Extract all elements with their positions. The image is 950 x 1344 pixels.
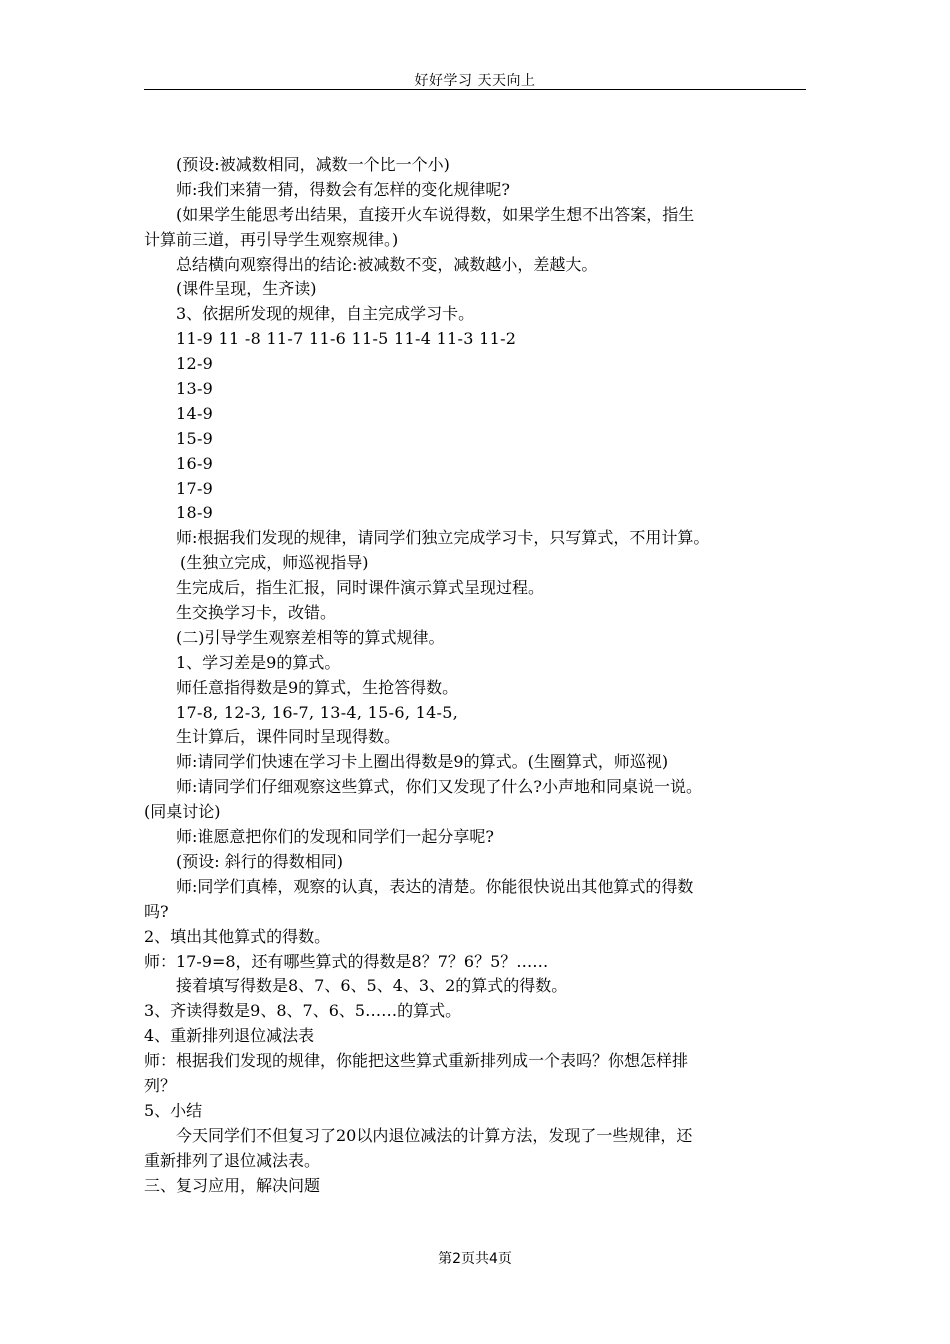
paragraph-line: 师:我们来猜一猜，得数会有怎样的变化规律呢? (176, 179, 510, 199)
paragraph-line: 计算前三道，再引导学生观察规律。) (144, 229, 399, 249)
paragraph-line: 吗? (144, 901, 169, 921)
equation-row: 14-9 (176, 403, 214, 423)
equation-row: 18-9 (176, 503, 214, 523)
equation-row: 15-9 (176, 428, 214, 448)
paragraph-line: (预设: 斜行的得数相同) (176, 851, 343, 871)
paragraph-line: 师：17-9=8，还有哪些算式的得数是8？7？6？5？…… (144, 951, 549, 971)
paragraph-line: 师:根据我们发现的规律，请同学们独立完成学习卡，只写算式，不用计算。 (176, 528, 710, 548)
paragraph-line: (课件呈现，生齐读) (176, 279, 317, 299)
section-heading: 5、小结 (144, 1100, 203, 1120)
section-heading: 4、重新排列退位减法表 (144, 1026, 315, 1046)
equation-row: 13-9 (176, 379, 214, 399)
equation-row: 17-8, 12-3, 16-7, 13-4, 15-6, 14-5, (176, 702, 459, 722)
paragraph-line: (预设:被减数相同，减数一个比一个小) (176, 155, 450, 174)
paragraph-line: 接着填写得数是8、7、6、5、4、3、2的算式的得数。 (176, 976, 568, 996)
lesson-body (144, 153, 814, 1198)
section-heading: 3、齐读得数是9、8、7、6、5……的算式。 (144, 1001, 462, 1021)
page-number: 第2页共4页 (438, 1251, 512, 1267)
paragraph-line: 师任意指得数是9的算式，生抢答得数。 (176, 677, 459, 697)
equation-row: 16-9 (176, 453, 214, 473)
header-divider (144, 89, 806, 90)
paragraph-line: 生计算后，课件同时呈现得数。 (176, 727, 401, 747)
paragraph-line: 生交换学习卡，改错。 (176, 603, 337, 623)
section-heading: (二)引导学生观察差相等的算式规律。 (176, 627, 445, 647)
page-header: 好好学习 天天向上 (414, 73, 536, 89)
paragraph-line: 今天同学们不但复习了20以内退位减法的计算方法，发现了一些规律，还 (176, 1125, 693, 1145)
equation-row: 11-9 11 -8 11-7 11-6 11-5 11-4 11-3 11-2 (176, 329, 517, 349)
paragraph-line: 师:同学们真棒，观察的认真，表达的清楚。你能很快说出其他算式的得数 (176, 876, 694, 896)
paragraph-line: 总结横向观察得出的结论:被减数不变，减数越小，差越大。 (176, 254, 598, 274)
paragraph-line: (生独立完成，师巡视指导) (180, 553, 369, 573)
paragraph-line: 师：根据我们发现的规律，你能把这些算式重新排列成一个表吗？你想怎样排 (144, 1051, 689, 1071)
paragraph-line: 生完成后，指生汇报，同时课件演示算式呈现过程。 (176, 578, 545, 598)
paragraph-line: 师:请同学们快速在学习卡上圈出得数是9的算式。(生圈算式，师巡视) (176, 752, 669, 772)
section-heading: 三、复习应用，解决问题 (144, 1175, 321, 1195)
paragraph-line: (同桌讨论) (144, 802, 221, 822)
paragraph-line: 列？ (144, 1075, 177, 1095)
section-heading: 3、依据所发现的规律，自主完成学习卡。 (176, 304, 475, 324)
paragraph-line: 重新排列了退位减法表。 (144, 1150, 321, 1170)
section-heading: 1、学习差是9的算式。 (176, 652, 341, 672)
paragraph-line: 师:请同学们仔细观察这些算式，你们又发现了什么?小声地和同桌说一说。 (176, 777, 702, 797)
paragraph-line: 师:谁愿意把你们的发现和同学们一起分享呢? (176, 827, 494, 847)
equation-row: 17-9 (176, 478, 214, 498)
equation-row: 12-9 (176, 354, 214, 374)
section-heading: 2、填出其他算式的得数。 (144, 926, 331, 946)
paragraph-line: (如果学生能思考出结果，直接开火车说得数，如果学生想不出答案，指生 (176, 204, 695, 224)
